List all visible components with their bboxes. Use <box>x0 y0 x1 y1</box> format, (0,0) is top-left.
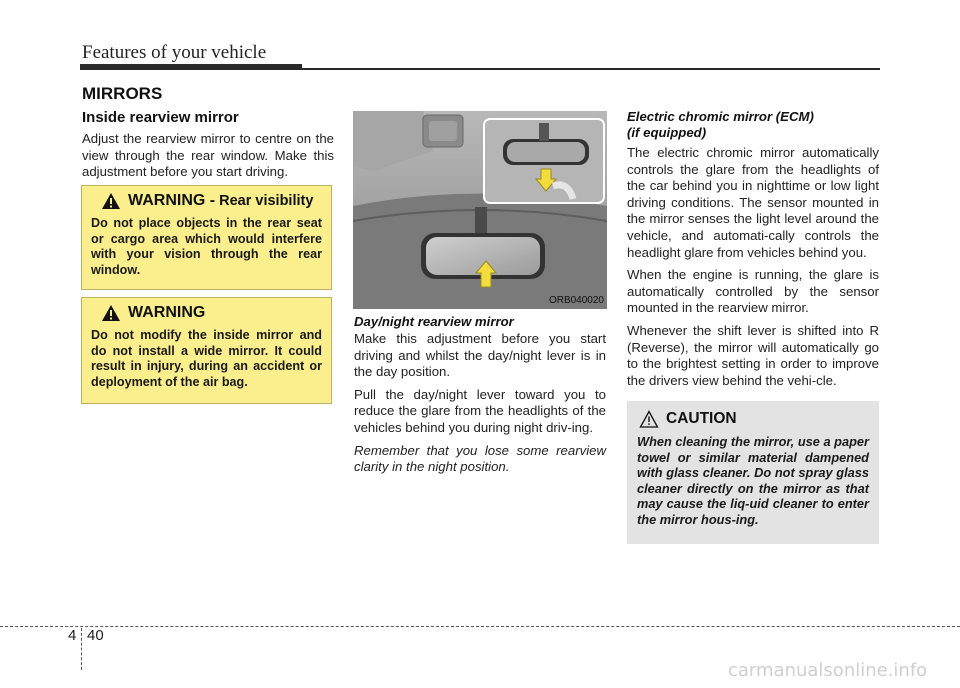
footer-rule <box>0 626 960 627</box>
header-title: Features of your vehicle <box>82 42 267 63</box>
ecm-paragraph-1: The electric chromic mirror automatically controls the glare from the headlights of the car behind you in nighttime or low light driving conditions. The sensor mounted in the mirror senses the light level around the vehicle, and automati-cally controls the headlight glare from vehicles behind you. <box>627 145 879 260</box>
warning-box-rear-visibility <box>81 185 332 290</box>
page-number: 40 <box>87 627 104 644</box>
ecm-body <box>627 145 879 389</box>
ecm-paragraph-3: Whenever the shift lever is shifted into R (Reverse), the mirror will automatically go to the brightest setting in order to improve the drivers view behind the vehi-cle. <box>627 322 879 388</box>
warning-header <box>91 298 322 328</box>
daynight-block <box>354 314 606 482</box>
ecm-block <box>627 109 879 395</box>
warning-text: Do not place objects in the rear seat or cargo area which would interfere with your vision through the rear window. <box>91 216 322 277</box>
warning-triangle-icon <box>101 304 121 322</box>
inside-mirror-text: Adjust the rearview mirror to centre on the view through the rear window. Make this adjustment before you start driving. <box>82 131 334 180</box>
watermark: carmanualsonline.info <box>728 660 928 681</box>
header-rule-thick <box>80 64 302 70</box>
caution-triangle-icon <box>639 410 659 428</box>
caution-box <box>627 401 879 544</box>
daynight-paragraph-1: Make this adjustment before you start driving and whilst the day/night lever is in the day position. <box>354 331 606 380</box>
rearview-mirror-figure <box>353 111 607 309</box>
ecm-subheading: (if equipped) <box>627 125 707 140</box>
daynight-heading: Day/night rearview mirror <box>354 314 514 329</box>
warning-label: WARNING <box>128 304 206 321</box>
footer-divider <box>81 628 82 670</box>
warning-box-mirror-modify <box>81 297 332 404</box>
warning-triangle-icon <box>101 192 121 210</box>
header-rule-thin <box>300 68 880 70</box>
daynight-paragraph-3: Remember that you lose some rearview clarity in the night position. <box>354 442 606 475</box>
section-title: MIRRORS <box>82 84 163 103</box>
ecm-paragraph-2: When the engine is running, the glare is automatically controlled by the sensor mounted in the rearview mirror. <box>627 267 879 316</box>
caution-text: When cleaning the mirror, use a paper towel or similar material dampened with glass cleaner. Do not spray glass cleaner directly on the mirror as that may cause the liq-uid cleaner to enter the mirror hous-ing. <box>637 434 869 527</box>
caution-label: CAUTION <box>666 410 737 427</box>
warning-header <box>91 186 322 216</box>
rearview-mirror-illustration <box>353 111 607 309</box>
caution-header <box>637 404 869 434</box>
inside-mirror-heading: Inside rearview mirror <box>82 109 239 126</box>
warning-label: WARNING - <box>128 192 216 209</box>
daynight-paragraph-2: Pull the day/night lever toward you to reduce the glare from the headlights of the vehicles behind you during night driv-ing. <box>354 386 606 435</box>
daynight-body <box>354 331 606 476</box>
chapter-number: 4 <box>68 627 77 644</box>
ecm-heading: Electric chromic mirror (ECM) <box>627 109 814 124</box>
warning-sublabel: Rear visibility <box>219 193 314 209</box>
figure-code: ORB040020 <box>548 295 604 306</box>
inside-mirror-block <box>82 109 334 181</box>
warning-text: Do not modify the inside mirror and do not install a wide mirror. It could result in injury, during an accident or deployment of the air bag. <box>91 328 322 389</box>
